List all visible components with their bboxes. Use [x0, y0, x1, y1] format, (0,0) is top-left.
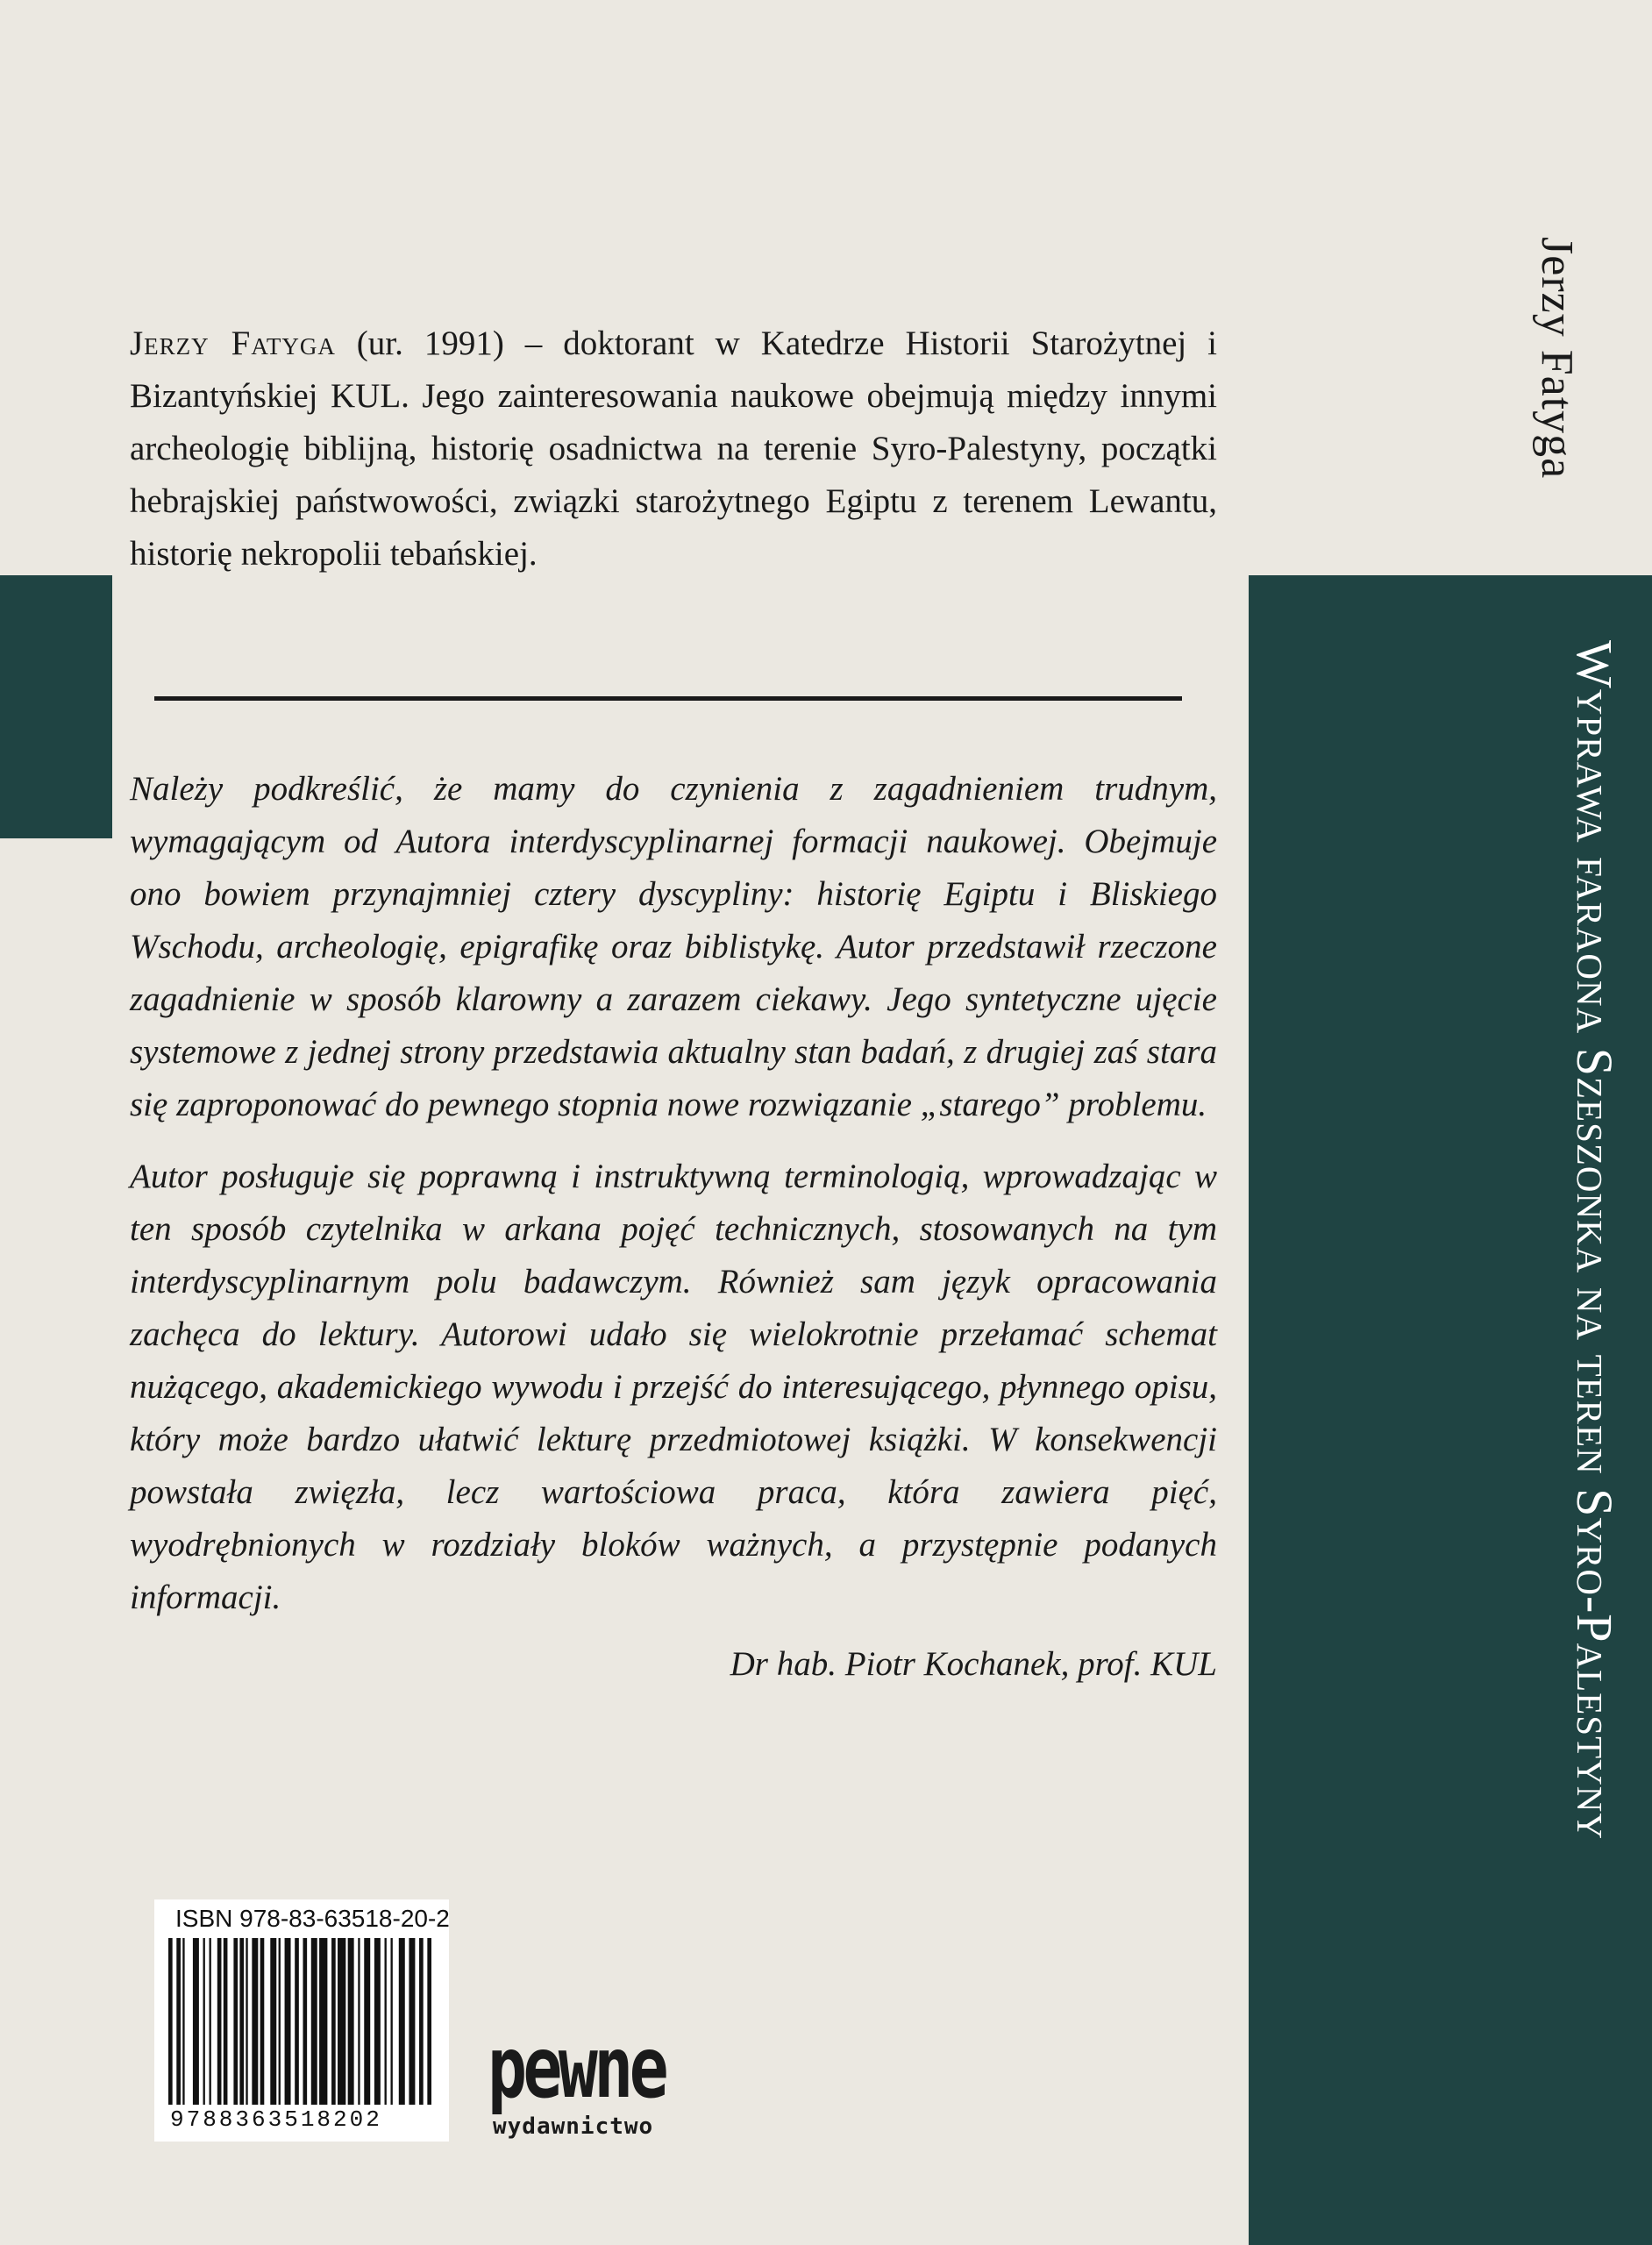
- left-accent-band: [0, 575, 112, 838]
- spine-title: Wyprawa faraona Szeszonka na teren Syro-Palestyny: [1566, 640, 1623, 1840]
- author-name: Jerzy Fatyga: [130, 324, 336, 362]
- publisher-logo: [488, 2019, 716, 2157]
- review-paragraph-2: Autor posługuje się poprawną i instruktywną terminologią, wprowadzając w ten sposób czytelnika w arkana pojęć technicznych, stosowanych na tym interdyscyplinarnym polu badawczym. Również sam język opracowania zachęca do lektury. Autorowi udało się wielokrotnie przełamać schemat nużącego, akademickiego wywodu i przejść do interesującego, płynnego opisu, który może bardzo ułatwić lekturę przedmiotowej książki. W konsekwencji powstała zwięzła, lecz wartościowa praca, która zawiera pięć, wyodrębnionych w rozdziały bloków ważnych, a przystępnie podanych informacji.: [130, 1158, 1217, 1616]
- review-signature: Dr hab. Piotr Kochanek, prof. KUL: [730, 1645, 1217, 1683]
- section-divider: [154, 696, 1182, 701]
- isbn-text: ISBN 978-83-63518-20-2: [175, 1905, 450, 1932]
- publisher-subtitle: wydawnictwo: [493, 2113, 654, 2140]
- barcode-icon: [168, 1938, 435, 2106]
- ean-digits: 9788363518202: [170, 2106, 382, 2133]
- review-paragraph-1: Należy podkreślić, że mamy do czynienia z zagadnieniem trudnym, wymagającym od Autora interdyscyplinarnej formacji naukowej. Obejmuje ono bowiem przynajmniej cztery dyscypliny: historię Egiptu i Bliskiego Wschodu, archeologię, epigrafikę oraz biblistykę. Autor przedstawił rzeczone zagadnienie w sposób klarowny a zarazem ciekawy. Jego syntetyczne ujęcie systemowe z jednej strony przedstawia aktualny stan badań, z drugiej zaś stara się zaproponować do pewnego stopnia nowe rozwiązanie „starego” problemu.: [130, 770, 1217, 1123]
- review-blurb: [130, 763, 1217, 1691]
- publisher-name: pewne: [488, 2019, 666, 2117]
- author-bio: [130, 317, 1217, 581]
- barcode-box: [154, 1899, 449, 2142]
- spine-author: Jerzy Fatyga: [1532, 237, 1582, 480]
- author-bio-text: (ur. 1991) – doktorant w Katedrze Historii Starożytnej i Bizantyńskiej KUL. Jego zainteresowania naukowe obejmują między innymi archeologię biblijną, historię osadnictwa na terenie Syro-Palestyny, początki hebrajskiej państwowości, związki starożytnego Egiptu z terenem Lewantu, historię nekropolii tebańskiej.: [130, 324, 1218, 573]
